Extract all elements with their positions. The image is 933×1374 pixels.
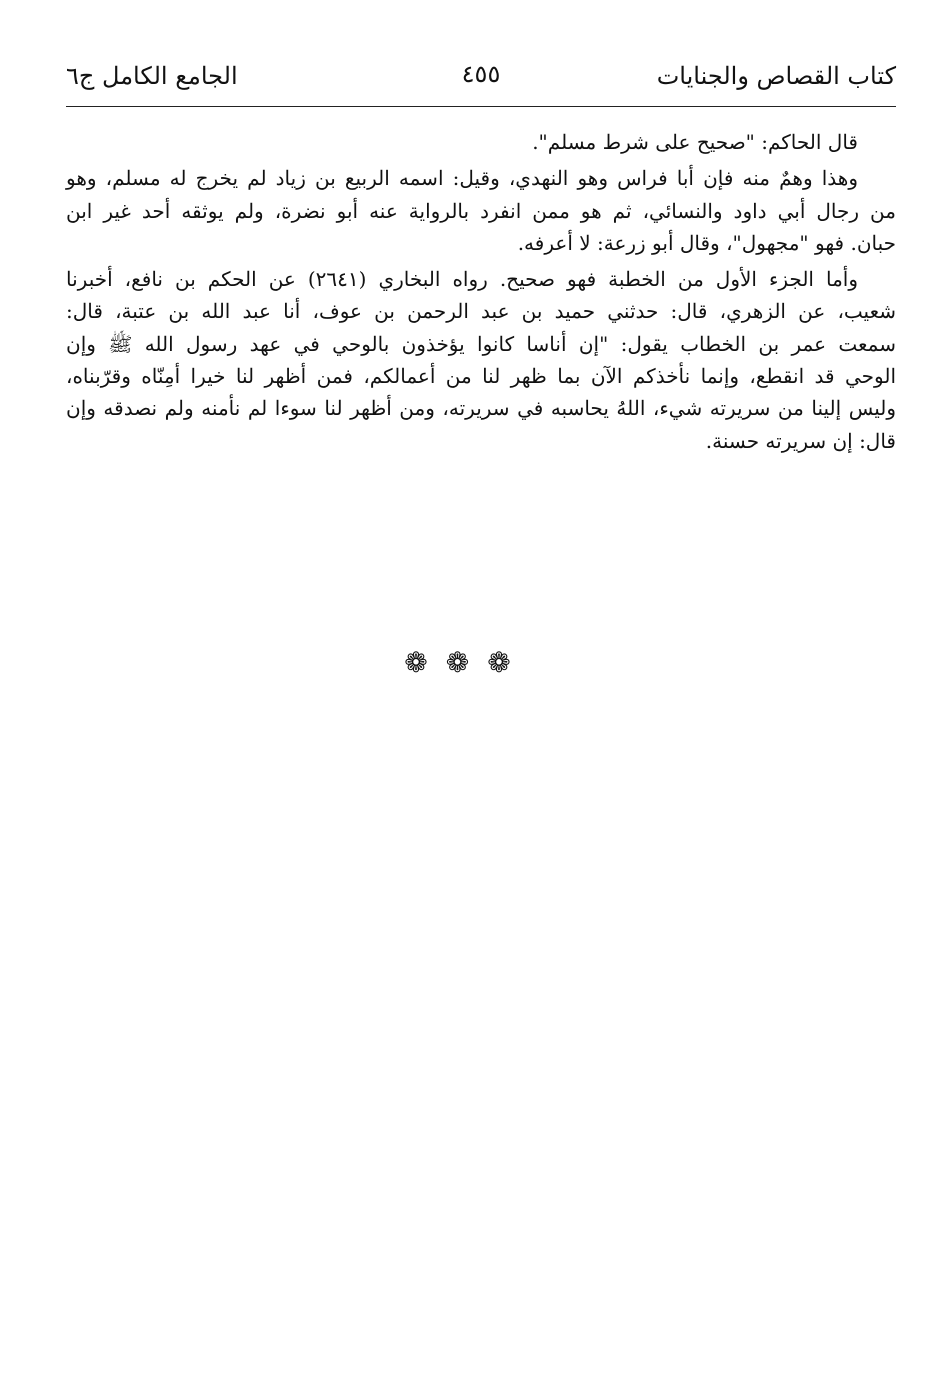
text-line: سمعت عمر بن الخطاب يقول: "إن أناسا كانوا يؤخذون بالوحي في عهد رسول الله ﷺ وإن (66, 331, 896, 356)
section-divider-ornament: ❁❁❁ (404, 646, 529, 679)
text-line: حبان. فهو "مجهول"، وقال أبو زرعة: لا أعرفه. (517, 230, 896, 255)
book-title: كتاب القصاص والجنايات (656, 62, 896, 90)
text-line: شعيب، عن الزهري، قال: حدثني حميد بن عبد الرحمن بن عوف، أنا عبد الله بن عتبة، قال: (66, 299, 896, 324)
header-rule (66, 106, 896, 107)
text-line: الوحي قد انقطع، وإنما نأخذكم الآن بما ظهر لنا من أعمالكم، فمن أظهر لنا خيرا أمِنّاه وقرّبناه، (66, 364, 896, 389)
paragraph-3 (66, 263, 896, 457)
page-number: ٤٥٥ (461, 60, 501, 88)
text-line: وليس إلينا من سريرته شيء، اللهُ يحاسبه في سريرته، ومن أظهر لنا سوءا لم نأمنه ولم نصدقه وإن (66, 396, 896, 421)
page-header (66, 58, 896, 94)
page-body (66, 126, 896, 461)
paragraph-2 (66, 162, 896, 259)
text-line: قال الحاكم: "صحيح على شرط مسلم". (532, 130, 858, 154)
paragraph-1 (66, 126, 896, 158)
volume-title: الجامع الكامل ج٦ (66, 62, 238, 90)
text-line: وأما الجزء الأول من الخطبة فهو صحيح. رواه البخاري (٢٦٤١) عن الحكم بن نافع، أخبرنا (66, 267, 858, 292)
text-line: قال: إن سريرته حسنة. (705, 428, 896, 453)
text-line: من رجال أبي داود والنسائي، ثم هو ممن انفرد بالرواية عنه أبو نضرة، ولم يوثقه أحد غير ابن (66, 198, 896, 223)
text-line: وهذا وهمٌ منه فإن أبا فراس وهو النهدي، وقيل: اسمه الربيع بن زياد لم يخرج له مسلم، وهو (66, 166, 858, 191)
